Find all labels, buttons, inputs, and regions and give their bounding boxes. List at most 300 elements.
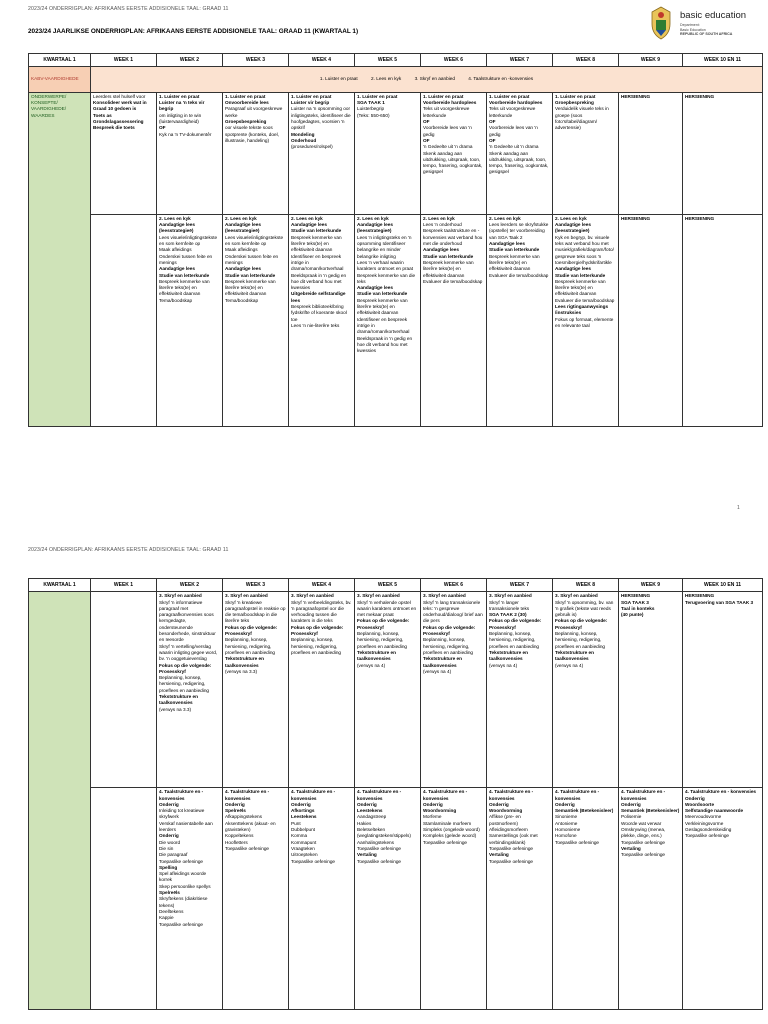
week-cell: [553, 214, 619, 426]
content-row: [29, 592, 763, 788]
cell-line: Stamlaminale morfeem: [423, 820, 472, 826]
cell-line: Aandagtige lees: [159, 266, 195, 272]
cell-line: 4. Taalstrukture en - konvensies: [423, 789, 468, 801]
cell-line: Toets as Grondslagassessering: [93, 112, 144, 125]
cell-line: Omskrywing (menea, plekke, dinge, ens.): [621, 827, 666, 839]
cell-line: Onderrig: [225, 801, 245, 807]
week-cell: [91, 92, 157, 214]
week-cell: [487, 592, 553, 788]
week-cell: [619, 214, 683, 426]
cell-line: Identifiseer en bespreek intrige in drama/roman/kortverhaal: [357, 316, 410, 335]
cell-line: 4. Taalstrukture en - konvensies: [555, 789, 600, 801]
cell-line: Aandagtige lees: [555, 266, 591, 272]
cell-line: 2. Lees en kyk: [423, 215, 455, 221]
cell-line: 4. Taalstrukture en - konvensies: [159, 789, 204, 801]
kabv-skills: [91, 67, 763, 93]
cell-line: 3. Skryf en aanbied: [225, 593, 268, 599]
cell-line: Toepaslike oefeninge: [621, 839, 666, 845]
week-cell: [683, 92, 763, 214]
kabv-skill: 4. Taalstrukture en -konvensies: [468, 76, 534, 82]
cell-line: Onderrig: [423, 801, 443, 807]
cell-line: Toepaslike oefeninge: [685, 833, 730, 839]
cell-line: Lees 'n nie-literêre teks: [291, 322, 340, 328]
page-number: 1: [737, 505, 740, 511]
col-header: WEEK 5: [355, 54, 421, 67]
cell-line: 4. Taalstrukture en - konvensies: [357, 789, 402, 801]
cell-line: SGA TAAK 3: [621, 599, 649, 605]
cell-line: Skryf 'n lang transaksionele teks: 'n gesprewe onderhoud/dialoog/ brief aan die pers: [423, 599, 483, 624]
side-label-line: ONDERWERPE/: [31, 93, 67, 99]
cell-line: Lees 'n inligtingsteks en 'n opsomming Identifiseer belangrike en minder belangrike inligting: [357, 234, 412, 259]
week-cell: [223, 788, 289, 1010]
cell-line: Lees visuele/inligtingstekste en som kernfeite op: [225, 234, 284, 247]
cell-line: Studie van letterkunde: [291, 228, 342, 234]
cell-line: Onderrig: [555, 801, 575, 807]
cell-line: Afleidingsmorfeem: [489, 827, 528, 833]
week-cell: [289, 92, 355, 214]
cell-line: (verwys na 3.3): [225, 668, 258, 674]
cell-line: 3. Skryf en aanbied: [291, 593, 334, 599]
cell-line: Bespreek kenmerke van literêre teks(te) en effektiwiteit daarvan: [357, 297, 408, 316]
cell-line: OF: [423, 137, 430, 143]
col-header: WEEK 4: [289, 54, 355, 67]
cell-line: Fokus op formaat, elemente en relevante taal: [555, 316, 614, 328]
cell-line: (prosedures/rolspel): [291, 144, 333, 150]
cell-line: Skryf 'n kreatiewe paragraafopstel in reaksie op die tema/boodskap in die literêre teks: [225, 599, 286, 624]
cell-line: Bespreek taalstrukture en -konvensies wat verband hou met die onderhoud: [423, 228, 483, 247]
col-header: WEEK 10 EN 11: [683, 54, 763, 67]
cell-line: Die woord: [159, 839, 181, 845]
cell-line: Skryf 'n opsomming, bv. van 'n grafiek (tekste wat reeds gebruik is): [555, 599, 614, 618]
cell-line: Skenk aandag aan uitdrukking, uitspraak, toon, tempo, frasering, oogkontak, gesigspel: [489, 150, 549, 175]
cell-line: Aandagtige lees: [489, 241, 525, 247]
cell-line: Tekststrukture en taalkonvensies: [489, 649, 528, 662]
cell-line: Woorde wat verwar: [621, 820, 662, 826]
col-header: WEEK 3: [223, 54, 289, 67]
week-cell: [421, 92, 487, 214]
cell-line: Verduidelik visuele teks in groepe (soos foto's/tabel/diagram/ advertensie): [555, 106, 609, 131]
cell-line: Kyk en begryp, bv. visuele teks wat verband hou met musiek/grafiek/diagram/foto/ gesprewe teks soos 'n toesmibergie/hydskrifartikle: [555, 234, 614, 265]
cell-line: OF: [489, 119, 496, 125]
cell-line: 'n Gedeelte uit 'n drama: [489, 144, 539, 150]
cell-line: Samestellings (ook met verbindingsklank): [489, 833, 538, 845]
cell-line: (verwys na 4): [357, 662, 386, 668]
cell-line: Beeldspraak in 'n gedig en hoe dit verband hou met kwessies: [357, 335, 413, 354]
cell-line: 3. Skryf en aanbied: [423, 593, 466, 599]
cell-line: 1. Luister en praat: [357, 93, 398, 99]
cell-line: 3. Skryf en aanbied: [555, 593, 598, 599]
content-row: [29, 788, 763, 1010]
kabv-skill: 1. Luister en praat: [319, 76, 358, 82]
cell-line: Groepsbespreking: [225, 119, 267, 125]
cell-line: Maak afleidings: [225, 247, 258, 253]
week-cell: [421, 788, 487, 1010]
col-header: WEEK 8: [553, 579, 619, 592]
cell-line: Aandagtige lees: [357, 285, 393, 291]
week-cell: [619, 592, 683, 788]
cell-line: Uitgebreide selfstandige lees: [291, 291, 346, 303]
cell-line: 2. Lees en kyk: [225, 215, 257, 221]
logo-line-2: Basic Education: [680, 27, 706, 32]
cell-line: Luisterbegrip: [357, 106, 385, 112]
cell-line: Beplanning, konsep, hersiening, redigering, proeflees en aanbieding: [423, 637, 474, 655]
cell-line: Vertaling: [621, 845, 641, 851]
col-header: WEEK 9: [619, 579, 683, 592]
cell-line: HERSIENING: [685, 93, 715, 99]
cell-line: Uitroepteken: [291, 852, 318, 858]
cell-line: Beletselteken (weglatingsteken/stippels): [357, 827, 411, 839]
cell-line: Evalueer die tema/boodskap: [555, 297, 615, 303]
cell-line: Aandagtige lees (leesstrategieë): [357, 222, 393, 234]
header-row: [29, 579, 763, 592]
cell-line: Taal in konteks: [621, 605, 655, 611]
cell-line: Aandagtige lees (leesstrategieë): [555, 222, 591, 234]
week-cell: [91, 788, 157, 1010]
cell-line: Terugvoering van SGA TAAK 3: [685, 599, 754, 605]
week-cell: [553, 788, 619, 1010]
cell-line: Afkortings: [291, 808, 315, 814]
running-header: 2023/24 ONDERRIGPLAN: AFRIKAANS EERSTE ADDISIONELE TAAL: GRAAD 11: [28, 6, 229, 12]
cell-line: Konsolideer werk wat in Graad 10 gedoen is: [93, 100, 147, 112]
cell-line: 2. Lees en kyk: [555, 215, 587, 221]
cell-line: Studie van letterkunde: [555, 272, 606, 278]
cell-line: Deelltekens: [159, 908, 184, 914]
cell-line: Semantiek (Betekenisleer): [555, 808, 614, 814]
cell-line: Vertaling: [357, 852, 377, 858]
week-cell: [487, 214, 553, 426]
cell-line: Onderrig: [685, 795, 705, 801]
header-row: [29, 54, 763, 67]
week-cell: [355, 214, 421, 426]
cell-line: Geslagsonderskeiding: [685, 827, 732, 833]
cell-line: Kyk na 'n TV-dokumentêr: [159, 131, 212, 137]
cell-line: OF: [423, 119, 430, 125]
logo-line-1: Department:: [680, 23, 700, 27]
col-header: WEEK 8: [553, 54, 619, 67]
content-row: [29, 92, 763, 214]
cell-line: Identifiseer en bespreek intrige in drama/roman/kortverhaal: [291, 253, 344, 272]
col-header: WEEK 3: [223, 579, 289, 592]
cell-line: 1. Luister en praat: [423, 93, 464, 99]
cell-line: Meervoudsvorme: [685, 814, 722, 820]
cell-line: Toepaslike oefeninge: [423, 839, 468, 845]
content-row: [29, 214, 763, 426]
cell-line: Onderhoud: [291, 137, 317, 143]
cell-line: Spelreëls: [225, 808, 246, 814]
col-header: WEEK 7: [487, 54, 553, 67]
cell-line: Vertaling: [489, 852, 509, 858]
cell-line: Onderrig: [621, 801, 641, 807]
week-cell: [289, 592, 355, 788]
cell-line: Skryf 'n verbeeldingsteks, bv. 'n paragraafopstel oor die verhouding tussen die karakters in die teks: [291, 599, 352, 624]
cell-line: Prosesskryf: [159, 668, 186, 674]
cell-line: Leerders stel hulself voor: [93, 93, 146, 99]
cell-line: HERSIENING: [621, 93, 651, 99]
col-header: WEEK 4: [289, 579, 355, 592]
cell-line: Voorbereide lees van 'n gedig: [423, 125, 472, 137]
kabv-label: KABV-VAARDIGHEDE: [29, 67, 91, 93]
cell-line: om inligting in te win (luistervaardigheid): [159, 112, 202, 125]
week-cell: [91, 214, 157, 426]
week-cell: [355, 592, 421, 788]
cell-line: Toepaslike oefeninge: [357, 858, 402, 864]
cell-line: (verwys na 3.3): [159, 706, 192, 712]
cell-line: Toepaslike oefeninge: [159, 858, 204, 864]
cell-line: Prosesskryf: [423, 631, 450, 637]
col-header: WEEK 5: [355, 579, 421, 592]
topics-side-label: [29, 92, 91, 426]
cell-line: Inleiding tot kreatiewe skryfwerk: [159, 808, 205, 820]
cell-line: HERSIENING: [621, 215, 651, 221]
col-header: WEEK 7: [487, 579, 553, 592]
cell-line: Polisemie: [621, 814, 642, 820]
cell-line: Kommapunt: [291, 839, 317, 845]
cell-line: 1. Luister en praat: [159, 93, 200, 99]
cell-line: Toepaslike oefeninge: [225, 845, 270, 851]
cell-line: Fokus op die volgende:: [225, 624, 278, 630]
cell-line: HERSIENING: [621, 593, 651, 599]
col-header: WEEK 9: [619, 54, 683, 67]
cell-line: Die paragraaf: [159, 852, 188, 858]
cell-line: oor visuele tekste soos spotprente (konteks, doel, illustrasie, handeling): [225, 125, 279, 143]
running-header: 2023/24 ONDERRIGPLAN: AFRIKAANS EERSTE ADDISIONELE TAAL: GRAAD 11: [28, 547, 229, 553]
cell-line: 3. Skryf en aanbied: [489, 593, 532, 599]
cell-line: 1. Luister en praat: [225, 93, 266, 99]
cell-line: Woordvorming: [489, 808, 523, 814]
cell-line: Toepaslike oefeninge: [291, 858, 336, 864]
cell-line: Fokus op die volgende:: [489, 618, 542, 624]
cell-line: Verkleiningsvorme: [685, 820, 724, 826]
cell-line: (verwys na 4): [555, 662, 584, 668]
kabv-skill: 2. Lees en kyk: [371, 76, 402, 82]
cell-line: HERSIENING: [685, 593, 715, 599]
cell-line: Fokus op die volgende:: [159, 662, 212, 668]
cell-line: Beplanning, konsep, hersiening, redigering, proeflees en aanbieding: [159, 675, 210, 693]
cell-line: 1. Luister en praat: [555, 93, 596, 99]
cell-line: Verskaf nasientabelle aan leerders: [159, 820, 213, 833]
week-cell: [223, 214, 289, 426]
cell-line: Voorbereide lees van 'n gedig: [489, 125, 538, 137]
cell-line: Onderrig: [291, 801, 311, 807]
week-cell: [289, 214, 355, 426]
cell-line: Toepaslike oefeninge: [159, 921, 204, 927]
topics-side-label: [29, 592, 91, 1010]
cell-line: 4. Taalstrukture en - konvensies: [225, 789, 270, 801]
cell-line: Simpleks (ongelede woord): [423, 827, 480, 833]
col-header: KWARTAAL 1: [29, 579, 91, 592]
cell-line: Prosesskryf: [489, 624, 516, 630]
cell-line: Spel afleidings woorde korrek: [159, 871, 207, 883]
department-logo: [648, 6, 764, 46]
cell-line: Evalueer die tema/boodskap: [423, 278, 483, 284]
cell-line: Leestekens: [291, 814, 317, 820]
cell-line: Maak afleidings: [159, 247, 192, 253]
week-cell: [487, 92, 553, 214]
cell-line: Beplanning, konsep, hersiening, redigering, proeflees en aanbieding: [357, 631, 408, 649]
south-africa-coat-of-arms-icon: [648, 6, 674, 40]
cell-line: Prosesskryf: [291, 631, 318, 637]
col-header: WEEK 10 EN 11: [683, 579, 763, 592]
cell-line: Bespreek kenmerke van die teks: [357, 272, 416, 284]
cell-line: Dubbelpunt: [291, 827, 315, 833]
cell-line: Aandagtige lees (leesstrategieë): [225, 222, 261, 234]
cell-line: Semantiek (Betekenisleer): [621, 808, 680, 814]
side-label-line: KONSEPTE/: [31, 100, 58, 106]
col-header: KWARTAAL 1: [29, 54, 91, 67]
cell-line: Prosesskryf: [555, 624, 582, 630]
cell-line: Luister na 'n opsomming oor inligtingsteks, identifiseer die hoofgedagtes, voorsien 'n opskrif: [291, 106, 351, 131]
cell-line: Tekststrukture en taalkonvensies: [225, 656, 264, 668]
cell-line: Studie van letterkunde: [489, 247, 540, 253]
cell-line: Toepaslike oefeninge: [489, 858, 534, 864]
cell-line: Toepaslike oefeninge: [621, 852, 666, 858]
cell-line: 'n Gedeelte uit 'n drama: [423, 144, 473, 150]
cell-line: Beplanning, konsep, hersiening, redigering, proeflees en aanbieding: [291, 637, 342, 655]
cell-line: Hoofletters: [225, 839, 248, 845]
week-cell: [683, 592, 763, 788]
cell-line: (Teks: 550-650): [357, 112, 390, 118]
cell-line: Fokus op die volgende:: [291, 624, 344, 630]
cell-line: Leestekens: [357, 808, 383, 814]
cell-line: Bespreek kenmerke van literêre teks(te) en effektiwiteit daarvan: [291, 234, 342, 253]
cell-line: Skryf 'n verhalende opstel waarin karakters ontmoet en met mekaar praat: [357, 599, 417, 618]
cell-line: Lees leerders se skryfstukke (opstelle) ter voorbereiding van SGA Taak 2: [489, 222, 549, 240]
cell-line: Homonieme: [555, 827, 581, 833]
cell-line: Beeldspraak in 'n gedig en hoe dit verband hou met kwessies: [291, 272, 347, 291]
cell-line: Prosesskryf: [357, 624, 384, 630]
cell-line: Studie van letterkunde: [159, 272, 210, 278]
cell-line: Fokus op die volgende:: [555, 618, 608, 624]
cell-line: Bespreek kenmerke van literêre teks(te) en effektiwiteit daarvan: [225, 278, 276, 297]
week-cell: [223, 92, 289, 214]
cell-line: Selfstandige naamwoorde: [685, 808, 744, 814]
week-cell: [683, 214, 763, 426]
cell-line: Skenk aandag aan uitdrukking, uitspraak, toon, tempo, frasering, oogkontak, gesigspel: [423, 150, 483, 175]
cell-line: Bespreek kenmerke van literêre teks(te) en effektiwiteit daarvan: [159, 278, 210, 297]
cell-line: Luister vir begrip: [291, 100, 330, 106]
logo-name: basic education: [680, 10, 747, 21]
plan-table-page-1: [28, 53, 763, 427]
cell-line: Bespreek kenmerke van literêre teks(te) en effektiwiteit daarvan: [423, 259, 474, 278]
plan-table-page-2: [28, 578, 763, 1010]
week-cell: [157, 592, 223, 788]
col-header: WEEK 1: [91, 54, 157, 67]
cell-line: Aanhalingstekens: [357, 839, 395, 845]
cell-line: 4. Taalstrukture en - konvensies: [291, 789, 336, 801]
cell-line: Studie van letterkunde: [423, 253, 474, 259]
cell-line: Skryf 'n langer transaksionele teks: [489, 599, 530, 611]
cell-line: Komma: [291, 833, 308, 839]
cell-line: Lees 'n onderhoud: [423, 222, 462, 228]
cell-line: Toepaslike oefeninge: [489, 845, 534, 851]
cell-line: Onderrig: [159, 801, 179, 807]
week-cell: [553, 592, 619, 788]
cell-line: 1. Luister en praat: [489, 93, 530, 99]
week-cell: [355, 92, 421, 214]
cell-line: Aandagtige lees: [225, 266, 261, 272]
cell-line: 3. Skryf en aanbied: [159, 593, 202, 599]
cell-line: Evalueer die tema/boodskap: [489, 272, 549, 278]
week-cell: [289, 788, 355, 1010]
week-cell: [157, 788, 223, 1010]
cell-line: Afkappingstekens: [225, 814, 263, 820]
cell-line: (verwys na 4): [489, 662, 518, 668]
cell-line: Aandagtige lees: [291, 222, 327, 228]
cell-line: Lees visuele/inligtingstekste en som kernfeite op: [159, 234, 218, 247]
cell-line: 4. Taalstrukture en - konvensies: [489, 789, 534, 801]
cell-line: Kappie: [159, 915, 174, 921]
cell-line: Skryftekens (diakritiese tekens): [159, 896, 208, 908]
cell-line: Mondeling: [291, 131, 315, 137]
cell-line: Woordsoorte: [685, 801, 715, 807]
cell-line: Die sin: [159, 845, 174, 851]
cell-line: 2. Lees en kyk: [489, 215, 521, 221]
col-header: WEEK 6: [421, 579, 487, 592]
cell-line: Voorbereide hardoplees: [489, 100, 543, 106]
cell-line: Teks uit voorgeskrewe letterkunde: [489, 106, 536, 118]
cell-line: Lees rigtingaanwysings /instruksies: [555, 304, 609, 316]
cell-line: Tekststrukture en taalkonvensies: [423, 656, 462, 668]
cell-line: Kompleks (gelede woord): [423, 833, 477, 839]
cell-line: 4. Taalstrukture en - konvensies: [621, 789, 666, 801]
cell-line: 3. Skryf en aanbied: [357, 593, 400, 599]
cell-line: Tema/boodskap: [159, 297, 193, 303]
cell-line: Aandagstreep: [357, 814, 387, 820]
cell-line: Voorbereide hardoplees: [423, 100, 477, 106]
cell-line: Koppeltekens: [225, 833, 254, 839]
cell-line: (40 punte): [621, 612, 644, 618]
kabv-skill: 3. Skryf en aanbied: [414, 76, 455, 82]
cell-line: Vraagteken: [291, 845, 315, 851]
cell-line: Paragraaf uit voorgeskrewe werke: [225, 106, 283, 118]
cell-line: Onderskei tussen feite en menings: [225, 253, 279, 265]
cell-line: Bespreek biblioteek/bring fydskrifte of koerante skool toe: [291, 304, 347, 322]
cell-line: 1. Luister en praat: [291, 93, 332, 99]
cell-line: Aksenttekens (akuut- en gravisteken): [225, 820, 276, 833]
cell-line: Toepaslike oefeninge: [357, 845, 402, 851]
logo-line-3: REPUBLIC OF SOUTH AFRICA: [680, 32, 733, 36]
cell-line: 2. Lees en kyk: [291, 215, 323, 221]
cell-line: Tekststrukture en taalkonvensies: [357, 649, 396, 662]
cell-line: Tema/boodskap: [225, 297, 259, 303]
cell-line: Onvoorbereide lees: [225, 100, 269, 106]
cell-line: Skryf 'n vertelling/verslag waarin inligting gegee word, bv. 'n ooggetuieverslag: [159, 643, 218, 662]
cell-line: SGA TAAK 2 (30): [489, 612, 527, 618]
cell-line: Sinonieme: [555, 814, 578, 820]
cell-line: Beplanning, konsep, hersiening, redigering, proeflees en aanbieding: [489, 631, 540, 649]
week-cell: [91, 592, 157, 788]
cell-line: SGA TAAK 1: [357, 100, 385, 106]
cell-line: Fokus op die volgende:: [357, 618, 410, 624]
week-cell: [355, 788, 421, 1010]
week-cell: [157, 92, 223, 214]
cell-line: 2. Lees en kyk: [357, 215, 389, 221]
cell-line: Spelreëls: [159, 890, 180, 896]
cell-line: Bespreek kenmerke van literêre teks(te) en effektiwiteit daarvan: [555, 278, 606, 297]
week-cell: [619, 92, 683, 214]
cell-line: (verwys na 4): [423, 668, 452, 674]
cell-line: Studie van letterkunde: [225, 272, 276, 278]
cell-line: Bespreek kenmerke van literêre teks(te) en effektiwiteit daarvan: [489, 253, 540, 272]
cell-line: OF: [489, 137, 496, 143]
cell-line: Onderskei tussen feite en menings: [159, 253, 213, 265]
cell-line: Toepaslike oefeninge: [555, 839, 600, 845]
week-cell: [421, 592, 487, 788]
cell-line: Antonieme: [555, 820, 578, 826]
cell-line: Affikse (pre- en postmorfeem): [489, 814, 521, 826]
cell-line: Onderrig: [357, 801, 377, 807]
cell-line: Spelling: [159, 864, 178, 870]
